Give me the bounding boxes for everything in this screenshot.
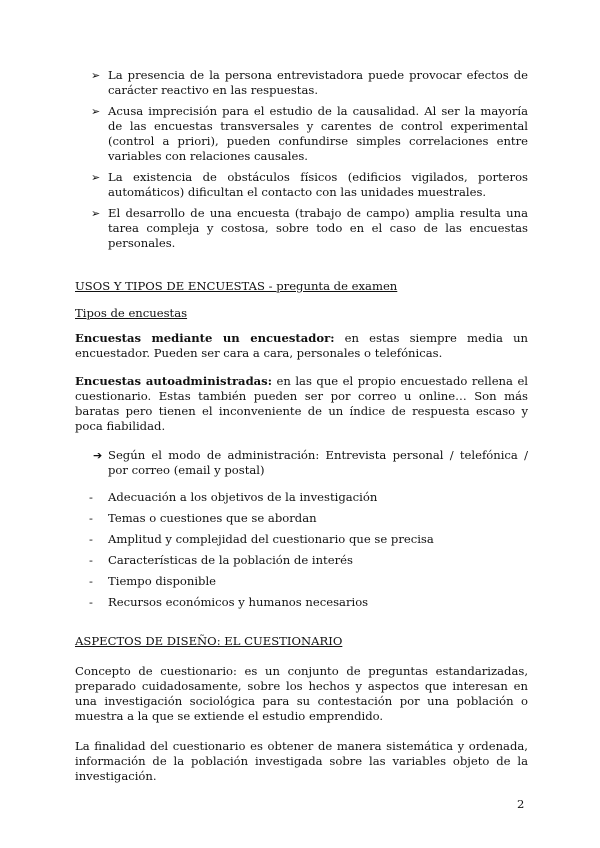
list-item <box>75 574 528 595</box>
paragraph-encuestador <box>75 331 528 361</box>
arrowhead-bullet-icon: ➢ <box>91 69 101 82</box>
list-item-text: La existencia de obstáculos físicos (edificios vigilados, porteros automáticos) dificultan el contacto con las unidades muestrales. <box>108 170 528 199</box>
arrowhead-bullet-icon: ➢ <box>91 207 101 220</box>
list-item-text: La presencia de la persona entrevistadora puede provocar efectos de carácter reactivo en las respuestas. <box>108 68 528 97</box>
definition-autoadministradas: en las que el propio encuestado rellena el cuestionario. Estas también pueden ser por correo u online… Son más baratas pero tienen el inconveniente de un índice de respuesta escaso y poca fiabilidad. <box>75 374 529 433</box>
disadvantages-list <box>75 68 528 251</box>
document-page <box>75 68 528 784</box>
list-item-text: El desarrollo de una encuesta (trabajo de campo) amplia resulta una tarea compleja y costosa, sobre todo en el caso de las encuestas personales. <box>108 206 528 250</box>
section-heading-aspectos-diseno: ASPECTOS DE DISEÑO: EL CUESTIONARIO <box>75 634 343 648</box>
list-item <box>75 170 528 200</box>
dash-bullet: - <box>89 553 93 567</box>
paragraph-autoadministradas <box>75 374 528 434</box>
list-item-text: Acusa imprecisión para el estudio de la causalidad. Al ser la mayoría de las encuestas transversales y carentes de control experimental (control a priori), pueden confundirse simples correlaciones entre variables con relaciones causales. <box>108 104 528 163</box>
section-heading-usos-tipos: USOS Y TIPOS DE ENCUESTAS - pregunta de examen <box>75 279 398 293</box>
criteria-list <box>75 490 528 616</box>
list-item <box>75 553 528 574</box>
list-item-text: Temas o cuestiones que se abordan <box>108 511 317 525</box>
list-item-text: Amplitud y complejidad del cuestionario que se precisa <box>108 532 434 546</box>
list-item <box>75 511 528 532</box>
paragraph-finalidad: La finalidad del cuestionario es obtener de manera sistemática y ordenada, información de la población investigada sobre las variables objeto de la investigación. <box>75 739 528 783</box>
list-item-text: Características de la población de interés <box>108 553 353 567</box>
arrowhead-bullet-icon: ➢ <box>91 105 101 118</box>
list-item-text: Recursos económicos y humanos necesarios <box>108 595 369 609</box>
list-item-text: Adecuación a los objetivos de la investigación <box>108 490 378 504</box>
list-item <box>75 595 528 616</box>
dash-bullet: - <box>89 511 93 525</box>
list-item <box>75 532 528 553</box>
modo-administracion-item <box>75 448 528 478</box>
list-item <box>75 206 528 251</box>
dash-bullet: - <box>89 595 93 609</box>
definition-encuestador: en estas siempre media un encuestador. Pueden ser cara a cara, personales o telefónicas. <box>75 331 528 360</box>
page-number: 2 <box>517 797 525 811</box>
dash-bullet: - <box>89 490 93 504</box>
term-autoadministradas: Encuestas autoadministradas: <box>75 374 272 388</box>
dash-bullet: - <box>89 574 93 588</box>
term-encuestador: Encuestas mediante un encuestador: <box>75 331 335 345</box>
dash-bullet: - <box>89 532 93 546</box>
paragraph-concepto: Concepto de cuestionario: es un conjunto de preguntas estandarizadas, preparado cuidadosamente, sobre los hechos y aspectos que interesan en una investigación sociológica para su contestación por una población o muestra a la que se extiende el estudio emprendido. <box>75 664 528 723</box>
list-item <box>75 490 528 511</box>
arrowhead-bullet-icon: ➢ <box>91 171 101 184</box>
subsection-heading-tipos: Tipos de encuestas <box>75 306 188 320</box>
modo-administracion-text: Según el modo de administración: Entrevista personal / telefónica / por correo (email y postal) <box>108 448 528 477</box>
right-arrow-icon: ➔ <box>93 449 103 462</box>
list-item-text: Tiempo disponible <box>108 574 217 588</box>
list-item <box>75 104 528 164</box>
list-item <box>75 68 528 98</box>
